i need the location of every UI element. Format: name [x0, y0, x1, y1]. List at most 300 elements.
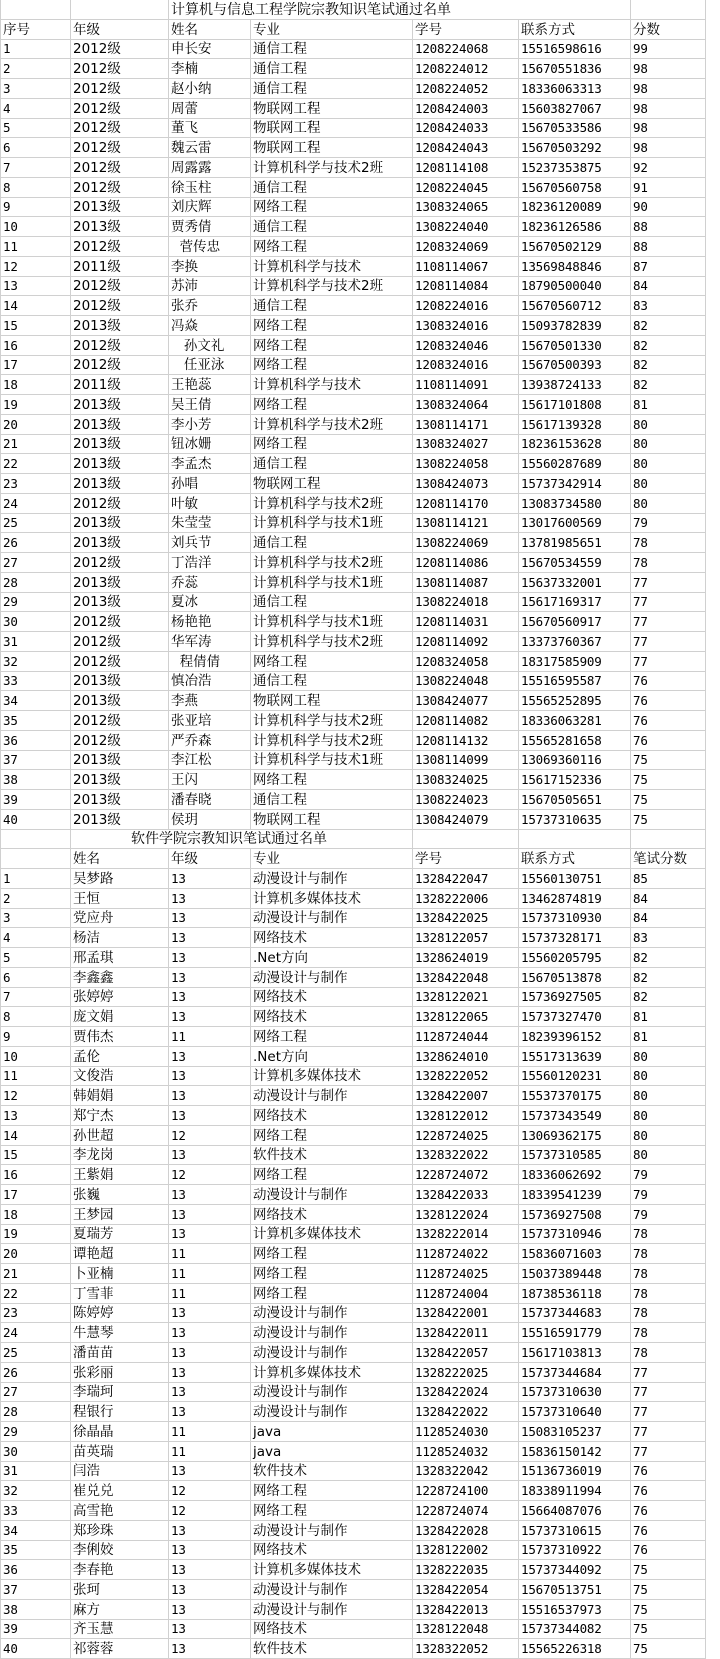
- table-cell[interactable]: 13: [169, 1185, 251, 1205]
- table-cell[interactable]: 4: [1, 928, 71, 948]
- table-cell[interactable]: 网络工程: [251, 1283, 413, 1303]
- table-cell[interactable]: 18236153628: [519, 434, 631, 454]
- table-cell[interactable]: 11: [169, 1422, 251, 1442]
- table-cell[interactable]: 通信工程: [251, 454, 413, 474]
- table-cell[interactable]: 陈婷婷: [71, 1303, 169, 1323]
- table-cell[interactable]: 75: [631, 1639, 706, 1659]
- table-cell[interactable]: 75: [631, 770, 706, 790]
- table-cell[interactable]: 1: [1, 39, 71, 59]
- table-cell[interactable]: 李龙岗: [71, 1145, 169, 1165]
- table-cell[interactable]: 文俊浩: [71, 1066, 169, 1086]
- table-cell[interactable]: 李小芳: [169, 414, 251, 434]
- table-cell[interactable]: 通信工程: [251, 39, 413, 59]
- table-cell[interactable]: 15670501330: [519, 335, 631, 355]
- table-cell[interactable]: 15737328171: [519, 928, 631, 948]
- table-cell[interactable]: 慎冶浩: [169, 671, 251, 691]
- table-cell[interactable]: 88: [631, 217, 706, 237]
- table-cell[interactable]: 78: [631, 1343, 706, 1363]
- table-cell[interactable]: 30: [1, 1441, 71, 1461]
- table-cell[interactable]: 15836150142: [519, 1441, 631, 1461]
- table-cell[interactable]: 15670560712: [519, 296, 631, 316]
- table-cell[interactable]: 1328122065: [413, 1007, 519, 1027]
- table-cell[interactable]: 76: [631, 730, 706, 750]
- table-cell[interactable]: 1308224048: [413, 671, 519, 691]
- table-cell[interactable]: 1208114108: [413, 158, 519, 178]
- table-cell[interactable]: 1308324027: [413, 434, 519, 454]
- table-cell[interactable]: 计算机多媒体技术: [251, 888, 413, 908]
- table-cell[interactable]: 13083734580: [519, 493, 631, 513]
- column-header[interactable]: 专业: [251, 19, 413, 39]
- table-cell[interactable]: 21: [1, 1264, 71, 1284]
- table-cell[interactable]: 1208114086: [413, 553, 519, 573]
- table-cell[interactable]: 物联网工程: [251, 118, 413, 138]
- table-cell[interactable]: 79: [631, 513, 706, 533]
- column-header[interactable]: 姓名: [71, 849, 169, 869]
- table-cell[interactable]: 84: [631, 888, 706, 908]
- table-cell[interactable]: 34: [1, 691, 71, 711]
- table-cell[interactable]: 36: [1, 1560, 71, 1580]
- table-cell[interactable]: 13: [169, 869, 251, 889]
- table-cell[interactable]: 37: [1, 1580, 71, 1600]
- table-cell[interactable]: 李瑞珂: [71, 1382, 169, 1402]
- table-cell[interactable]: 吴梦路: [71, 869, 169, 889]
- table-cell[interactable]: 22: [1, 1283, 71, 1303]
- table-cell[interactable]: 卜亚楠: [71, 1264, 169, 1284]
- table-cell[interactable]: 通信工程: [251, 59, 413, 79]
- table-cell[interactable]: 15516598616: [519, 39, 631, 59]
- table-cell[interactable]: 15736927508: [519, 1204, 631, 1224]
- table-cell[interactable]: 13938724133: [519, 375, 631, 395]
- table-cell[interactable]: 15: [1, 316, 71, 336]
- table-cell[interactable]: 1208114092: [413, 632, 519, 652]
- table-cell[interactable]: 1308114121: [413, 513, 519, 533]
- table-cell[interactable]: 2012级: [71, 177, 169, 197]
- table-cell[interactable]: 18338911994: [519, 1481, 631, 1501]
- table-cell[interactable]: 75: [631, 809, 706, 829]
- table-cell[interactable]: 1108114067: [413, 256, 519, 276]
- table-cell[interactable]: 76: [631, 1481, 706, 1501]
- table-cell[interactable]: 80: [631, 414, 706, 434]
- table-cell[interactable]: 网络工程: [251, 1501, 413, 1521]
- table-cell[interactable]: 闫浩: [71, 1461, 169, 1481]
- table-cell[interactable]: 91: [631, 177, 706, 197]
- table-cell[interactable]: 网络工程: [251, 395, 413, 415]
- table-cell[interactable]: 网络工程: [251, 1264, 413, 1284]
- table-cell[interactable]: 1208114170: [413, 493, 519, 513]
- table-cell[interactable]: 2011级: [71, 375, 169, 395]
- table-cell[interactable]: 1308224040: [413, 217, 519, 237]
- table-cell[interactable]: 77: [631, 612, 706, 632]
- table-cell[interactable]: 13781985651: [519, 533, 631, 553]
- table-cell[interactable]: 76: [631, 711, 706, 731]
- table-cell[interactable]: 15237353875: [519, 158, 631, 178]
- table-cell[interactable]: 动漫设计与制作: [251, 1580, 413, 1600]
- table-cell[interactable]: 李孟杰: [169, 454, 251, 474]
- table-cell[interactable]: 1308224069: [413, 533, 519, 553]
- table-cell[interactable]: 1228724072: [413, 1165, 519, 1185]
- table-cell[interactable]: 18790500040: [519, 276, 631, 296]
- table-cell[interactable]: 23: [1, 474, 71, 494]
- table-cell[interactable]: 1328122002: [413, 1540, 519, 1560]
- table-cell[interactable]: 15737344684: [519, 1362, 631, 1382]
- table-cell[interactable]: 1328422013: [413, 1599, 519, 1619]
- table-cell[interactable]: 12: [169, 1501, 251, 1521]
- table-cell[interactable]: 物联网工程: [251, 809, 413, 829]
- table-cell[interactable]: 40: [1, 1639, 71, 1659]
- table-cell[interactable]: 2012级: [71, 493, 169, 513]
- table-cell[interactable]: 15565252895: [519, 691, 631, 711]
- table-cell[interactable]: 15737342914: [519, 474, 631, 494]
- table-cell[interactable]: 1128724044: [413, 1027, 519, 1047]
- table-cell[interactable]: 物联网工程: [251, 138, 413, 158]
- table-cell[interactable]: 13: [169, 1520, 251, 1540]
- table-cell[interactable]: 75: [631, 1580, 706, 1600]
- table-cell[interactable]: 76: [631, 691, 706, 711]
- table-cell[interactable]: 15617152336: [519, 770, 631, 790]
- table-cell[interactable]: 15565281658: [519, 730, 631, 750]
- table-cell[interactable]: 网络工程: [251, 770, 413, 790]
- table-cell[interactable]: 13069362175: [519, 1125, 631, 1145]
- table-cell[interactable]: 菅传忠: [169, 237, 251, 257]
- table-cell[interactable]: 侯玥: [169, 809, 251, 829]
- table-cell[interactable]: 15037389448: [519, 1264, 631, 1284]
- table-cell[interactable]: 8: [1, 177, 71, 197]
- table-cell[interactable]: 计算机科学与技术1班: [251, 612, 413, 632]
- table-cell[interactable]: 孙唱: [169, 474, 251, 494]
- table-cell[interactable]: 冯焱: [169, 316, 251, 336]
- table-cell[interactable]: 15670533586: [519, 118, 631, 138]
- table-cell[interactable]: 15560120231: [519, 1066, 631, 1086]
- table-cell[interactable]: 10: [1, 217, 71, 237]
- table-cell[interactable]: 18336063281: [519, 711, 631, 731]
- table-cell[interactable]: 通信工程: [251, 592, 413, 612]
- table-cell[interactable]: 15737343549: [519, 1106, 631, 1126]
- table-cell[interactable]: 20: [1, 414, 71, 434]
- table-cell[interactable]: 81: [631, 395, 706, 415]
- table-cell[interactable]: 82: [631, 987, 706, 1007]
- table-cell[interactable]: 2013级: [71, 770, 169, 790]
- table-cell[interactable]: 程倩倩: [169, 651, 251, 671]
- table-cell[interactable]: 王恒: [71, 888, 169, 908]
- table-cell[interactable]: 3: [1, 908, 71, 928]
- table-cell[interactable]: 1128724022: [413, 1244, 519, 1264]
- table-cell[interactable]: 2012级: [71, 335, 169, 355]
- table-cell[interactable]: 13: [169, 1639, 251, 1659]
- table-cell[interactable]: 13: [169, 908, 251, 928]
- table-cell[interactable]: 软件技术: [251, 1461, 413, 1481]
- table-cell[interactable]: 32: [1, 651, 71, 671]
- table-cell[interactable]: 29: [1, 1422, 71, 1442]
- table-cell[interactable]: 6: [1, 967, 71, 987]
- table-cell[interactable]: 5: [1, 948, 71, 968]
- table-cell[interactable]: 82: [631, 375, 706, 395]
- table-cell[interactable]: 王梦园: [71, 1204, 169, 1224]
- table-cell[interactable]: 78: [631, 1323, 706, 1343]
- table-cell[interactable]: 王艳蕊: [169, 375, 251, 395]
- table-cell[interactable]: 15637332001: [519, 572, 631, 592]
- table-cell[interactable]: 15737310615: [519, 1520, 631, 1540]
- table-cell[interactable]: 79: [631, 1204, 706, 1224]
- table-cell[interactable]: 77: [631, 1402, 706, 1422]
- table-cell[interactable]: 网络工程: [251, 1165, 413, 1185]
- table-cell[interactable]: 刘兵节: [169, 533, 251, 553]
- table-cell[interactable]: 动漫设计与制作: [251, 908, 413, 928]
- table-cell[interactable]: 2012级: [71, 711, 169, 731]
- table-cell[interactable]: 1308114087: [413, 572, 519, 592]
- table-cell[interactable]: 计算机科学与技术1班: [251, 513, 413, 533]
- table-cell[interactable]: 通信工程: [251, 217, 413, 237]
- table-cell[interactable]: 1208324069: [413, 237, 519, 257]
- table-cell[interactable]: 39: [1, 1619, 71, 1639]
- table-cell[interactable]: 98: [631, 79, 706, 99]
- table-cell[interactable]: 祁蓉蓉: [71, 1639, 169, 1659]
- table-cell[interactable]: 1208224068: [413, 39, 519, 59]
- table-cell[interactable]: 1328422057: [413, 1343, 519, 1363]
- table-cell[interactable]: 1308324016: [413, 316, 519, 336]
- table-cell[interactable]: 15737327470: [519, 1007, 631, 1027]
- table-cell[interactable]: 刘庆辉: [169, 197, 251, 217]
- table-cell[interactable]: 张婷婷: [71, 987, 169, 1007]
- table-cell[interactable]: 18317585909: [519, 651, 631, 671]
- table-cell[interactable]: 23: [1, 1303, 71, 1323]
- table-cell[interactable]: 1328122024: [413, 1204, 519, 1224]
- table-cell[interactable]: 1328422024: [413, 1382, 519, 1402]
- table-cell[interactable]: 李江松: [169, 750, 251, 770]
- table-cell[interactable]: 2012级: [71, 138, 169, 158]
- table-cell[interactable]: 15737310585: [519, 1145, 631, 1165]
- table-cell[interactable]: 严乔森: [169, 730, 251, 750]
- table-cell[interactable]: 80: [631, 1086, 706, 1106]
- table-cell[interactable]: 85: [631, 869, 706, 889]
- table-cell[interactable]: 15737344683: [519, 1303, 631, 1323]
- table-cell[interactable]: 15617169317: [519, 592, 631, 612]
- table-cell[interactable]: 15737310635: [519, 809, 631, 829]
- table-cell[interactable]: 5: [1, 118, 71, 138]
- table-cell[interactable]: 27: [1, 1382, 71, 1402]
- table-cell[interactable]: 19: [1, 1224, 71, 1244]
- table-cell[interactable]: 79: [631, 1165, 706, 1185]
- table-cell[interactable]: 18336063313: [519, 79, 631, 99]
- table-cell[interactable]: 1308114099: [413, 750, 519, 770]
- table-cell[interactable]: 84: [631, 908, 706, 928]
- table-cell[interactable]: 1228724074: [413, 1501, 519, 1521]
- table-cell[interactable]: 98: [631, 118, 706, 138]
- table-cell[interactable]: 张巍: [71, 1185, 169, 1205]
- table-cell[interactable]: 孙世超: [71, 1125, 169, 1145]
- table-cell[interactable]: 13: [169, 1224, 251, 1244]
- table-cell[interactable]: 周蕾: [169, 98, 251, 118]
- table-cell[interactable]: 动漫设计与制作: [251, 1599, 413, 1619]
- column-header[interactable]: 年级: [169, 849, 251, 869]
- table-cell[interactable]: 38: [1, 1599, 71, 1619]
- table-cell[interactable]: 王紫娟: [71, 1165, 169, 1185]
- table-cell[interactable]: 郑珍珠: [71, 1520, 169, 1540]
- table-cell[interactable]: 网络工程: [251, 1125, 413, 1145]
- table-cell[interactable]: 3: [1, 79, 71, 99]
- table-cell[interactable]: 网络工程: [251, 237, 413, 257]
- table-cell[interactable]: 动漫设计与制作: [251, 1185, 413, 1205]
- table-cell[interactable]: 13: [1, 1106, 71, 1126]
- table-cell[interactable]: 2012级: [71, 296, 169, 316]
- table-cell[interactable]: 李俐姣: [71, 1540, 169, 1560]
- table-cell[interactable]: 2013级: [71, 414, 169, 434]
- section1-title[interactable]: 计算机与信息工程学院宗教知识笔试通过名单: [169, 0, 631, 19]
- table-cell[interactable]: 齐玉慧: [71, 1619, 169, 1639]
- table-cell[interactable]: 25: [1, 1343, 71, 1363]
- table-cell[interactable]: 77: [631, 1362, 706, 1382]
- table-cell[interactable]: 15836071603: [519, 1244, 631, 1264]
- table-cell[interactable]: 2012级: [71, 59, 169, 79]
- table-cell[interactable]: 动漫设计与制作: [251, 967, 413, 987]
- table-cell[interactable]: 1328222025: [413, 1362, 519, 1382]
- table-cell[interactable]: 27: [1, 553, 71, 573]
- table-cell[interactable]: 13: [169, 1086, 251, 1106]
- table-cell[interactable]: 92: [631, 158, 706, 178]
- table-cell[interactable]: 78: [631, 1264, 706, 1284]
- table-cell[interactable]: 78: [631, 1303, 706, 1323]
- table-cell[interactable]: 15560205795: [519, 948, 631, 968]
- table-cell[interactable]: 1208424033: [413, 118, 519, 138]
- table-cell[interactable]: 1328624019: [413, 948, 519, 968]
- table-cell[interactable]: 11: [169, 1264, 251, 1284]
- table-cell[interactable]: 1128524030: [413, 1422, 519, 1442]
- table-cell[interactable]: 77: [631, 651, 706, 671]
- cell[interactable]: [1, 829, 71, 849]
- table-cell[interactable]: 19: [1, 395, 71, 415]
- table-cell[interactable]: 2012级: [71, 158, 169, 178]
- table-cell[interactable]: 98: [631, 98, 706, 118]
- table-cell[interactable]: 1328422025: [413, 908, 519, 928]
- table-cell[interactable]: 90: [631, 197, 706, 217]
- table-cell[interactable]: 1308424079: [413, 809, 519, 829]
- table-cell[interactable]: 谭艳超: [71, 1244, 169, 1264]
- table-cell[interactable]: 17: [1, 355, 71, 375]
- table-cell[interactable]: 计算机科学与技术: [251, 375, 413, 395]
- table-cell[interactable]: 28: [1, 1402, 71, 1422]
- table-cell[interactable]: 张彩丽: [71, 1362, 169, 1382]
- table-cell[interactable]: 81: [631, 1027, 706, 1047]
- table-cell[interactable]: 1128724025: [413, 1264, 519, 1284]
- table-cell[interactable]: 15736927505: [519, 987, 631, 1007]
- table-cell[interactable]: 75: [631, 1599, 706, 1619]
- table-cell[interactable]: 15516591779: [519, 1323, 631, 1343]
- table-cell[interactable]: 1308224018: [413, 592, 519, 612]
- table-cell[interactable]: 75: [631, 750, 706, 770]
- table-cell[interactable]: 99: [631, 39, 706, 59]
- table-cell[interactable]: 李换: [169, 256, 251, 276]
- cell[interactable]: [631, 829, 706, 849]
- table-cell[interactable]: 2012级: [71, 39, 169, 59]
- table-cell[interactable]: 1328322052: [413, 1639, 519, 1659]
- table-cell[interactable]: 1328222035: [413, 1560, 519, 1580]
- table-cell[interactable]: 计算机科学与技术1班: [251, 750, 413, 770]
- table-cell[interactable]: 钮冰姗: [169, 434, 251, 454]
- table-cell[interactable]: 26: [1, 533, 71, 553]
- table-cell[interactable]: 张亚培: [169, 711, 251, 731]
- table-cell[interactable]: 34: [1, 1520, 71, 1540]
- table-cell[interactable]: 朱莹莹: [169, 513, 251, 533]
- table-cell[interactable]: 33: [1, 1501, 71, 1521]
- table-cell[interactable]: 11: [169, 1441, 251, 1461]
- table-cell[interactable]: 13: [169, 1323, 251, 1343]
- table-cell[interactable]: 80: [631, 1125, 706, 1145]
- table-cell[interactable]: 29: [1, 592, 71, 612]
- table-cell[interactable]: 1328422047: [413, 869, 519, 889]
- table-cell[interactable]: 1208114031: [413, 612, 519, 632]
- table-cell[interactable]: 网络技术: [251, 987, 413, 1007]
- table-cell[interactable]: 1208224016: [413, 296, 519, 316]
- table-cell[interactable]: 张珂: [71, 1580, 169, 1600]
- table-cell[interactable]: 动漫设计与制作: [251, 1382, 413, 1402]
- table-cell[interactable]: 82: [631, 316, 706, 336]
- table-cell[interactable]: 13462874819: [519, 888, 631, 908]
- table-cell[interactable]: 15670560917: [519, 612, 631, 632]
- table-cell[interactable]: 11: [1, 1066, 71, 1086]
- table-cell[interactable]: 通信工程: [251, 296, 413, 316]
- table-cell[interactable]: 18: [1, 1204, 71, 1224]
- table-cell[interactable]: 15737310922: [519, 1540, 631, 1560]
- table-cell[interactable]: 13: [169, 1580, 251, 1600]
- table-cell[interactable]: 潘春晓: [169, 790, 251, 810]
- cell[interactable]: [519, 829, 631, 849]
- table-cell[interactable]: 88: [631, 237, 706, 257]
- table-cell[interactable]: 15083105237: [519, 1422, 631, 1442]
- table-cell[interactable]: 76: [631, 1461, 706, 1481]
- table-cell[interactable]: 15670503292: [519, 138, 631, 158]
- table-cell[interactable]: 78: [631, 1283, 706, 1303]
- table-cell[interactable]: 77: [631, 632, 706, 652]
- table-cell[interactable]: 82: [631, 355, 706, 375]
- table-cell[interactable]: 18: [1, 375, 71, 395]
- table-cell[interactable]: 1208324058: [413, 651, 519, 671]
- table-cell[interactable]: 计算机多媒体技术: [251, 1066, 413, 1086]
- table-cell[interactable]: 邢孟琪: [71, 948, 169, 968]
- table-cell[interactable]: 计算机科学与技术2班: [251, 553, 413, 573]
- table-cell[interactable]: 1328122048: [413, 1619, 519, 1639]
- table-cell[interactable]: 网络工程: [251, 651, 413, 671]
- table-cell[interactable]: 苏沛: [169, 276, 251, 296]
- table-cell[interactable]: 1208224052: [413, 79, 519, 99]
- table-cell[interactable]: 通信工程: [251, 79, 413, 99]
- table-cell[interactable]: 计算机科学与技术2班: [251, 632, 413, 652]
- table-cell[interactable]: 党应舟: [71, 908, 169, 928]
- table-cell[interactable]: 2013级: [71, 572, 169, 592]
- table-cell[interactable]: 1308224023: [413, 790, 519, 810]
- table-cell[interactable]: 15617139328: [519, 414, 631, 434]
- table-cell[interactable]: 1208114082: [413, 711, 519, 731]
- table-cell[interactable]: 计算机多媒体技术: [251, 1560, 413, 1580]
- table-cell[interactable]: 15537370175: [519, 1086, 631, 1106]
- table-cell[interactable]: 软件技术: [251, 1145, 413, 1165]
- table-cell[interactable]: 18339541239: [519, 1185, 631, 1205]
- table-cell[interactable]: 30: [1, 612, 71, 632]
- table-cell[interactable]: 77: [631, 1441, 706, 1461]
- table-cell[interactable]: 15670513751: [519, 1580, 631, 1600]
- table-cell[interactable]: 14: [1, 296, 71, 316]
- table-cell[interactable]: 15737310930: [519, 908, 631, 928]
- table-cell[interactable]: 15617101808: [519, 395, 631, 415]
- table-cell[interactable]: 39: [1, 790, 71, 810]
- table-cell[interactable]: 15617103813: [519, 1343, 631, 1363]
- table-cell[interactable]: 韩娟娟: [71, 1086, 169, 1106]
- table-cell[interactable]: 15603827067: [519, 98, 631, 118]
- table-cell[interactable]: 76: [631, 1540, 706, 1560]
- table-cell[interactable]: 2012级: [71, 276, 169, 296]
- table-cell[interactable]: 网络工程: [251, 335, 413, 355]
- table-cell[interactable]: 15516595587: [519, 671, 631, 691]
- table-cell[interactable]: 1308324064: [413, 395, 519, 415]
- table-cell[interactable]: java: [251, 1422, 413, 1442]
